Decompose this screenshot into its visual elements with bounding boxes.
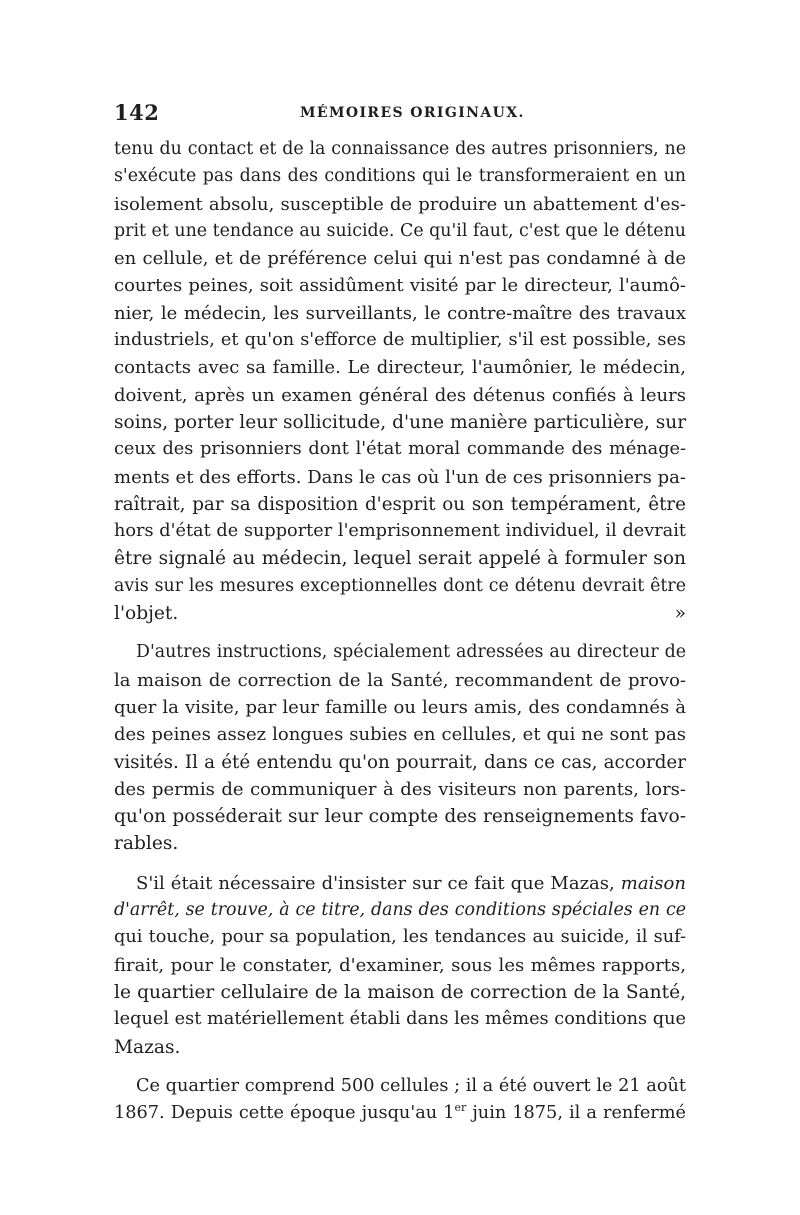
italic-term: maison: [620, 872, 686, 894]
text-line: D'autres instructions, spécialement adressées au directeur de: [136, 642, 686, 663]
text-line: avis sur les mesures exceptionnelles dont ce détenu devrait être: [114, 575, 686, 596]
text-line: [114, 1100, 686, 1127]
text-line: s'exécute pas dans des conditions qui le transformeraient en un: [114, 166, 686, 187]
text-line: lequel est matériellement établi dans les mêmes conditions que: [114, 1009, 686, 1030]
text-line: prit et une tendance au suicide. Ce qu'il faut, c'est que le détenu: [114, 220, 686, 241]
page-number: 142: [114, 100, 160, 125]
text-line: soins, porter leur sollicitude, d'une manière particulière, sur: [114, 411, 687, 433]
text-line: [114, 897, 686, 924]
paragraph-spacer: [114, 627, 686, 639]
text-line: ments et des efforts. Dans le cas où l'un de ces prisonniers pa-: [114, 466, 686, 488]
text-line: rables.: [114, 833, 179, 855]
text-line: la maison de correction de la Santé, recommandent de provo-: [114, 669, 686, 691]
text-line: qu'on posséderait sur leur compte des renseignements favo-: [114, 806, 686, 828]
text-line: des peines assez longues subies en cellules, et qui ne sont pas: [114, 724, 686, 746]
text-line: hors d'état de supporter l'emprisonnement individuel, il devrait: [114, 521, 686, 542]
paragraph-4: [114, 1073, 686, 1128]
text-line: isolement absolu, susceptible de produire un abattement d'es-: [114, 193, 686, 215]
text-line: ceux des prisonniers dont l'état moral commande des ménage-: [114, 439, 686, 460]
text-line: Ce quartier comprend 500 cellules ; il a été ouvert le 21 août: [136, 1075, 686, 1096]
text-line: être signalé au médecin, lequel serait appelé à formuler son: [114, 548, 686, 570]
text-line: tenu du contact et de la connaissance des autres prisonniers, ne: [114, 139, 686, 159]
text-line: doivent, après un examen général des détenus confiés à leurs: [114, 384, 686, 406]
text-line: des permis de communiquer à des visiteurs non parents, lors-: [114, 778, 686, 800]
paragraph-spacer: [114, 1061, 686, 1073]
paragraph-2: [114, 639, 686, 857]
text-line: nier, le médecin, les surveillants, le contre-maître des travaux: [114, 302, 686, 324]
text-line: courtes peines, soit assidûment visité par le directeur, l'aumô-: [114, 275, 686, 297]
text-line: quer la visite, par leur famille ou leurs amis, des condamnés à: [114, 696, 686, 718]
text-run: juin 1875, il a renfermé: [472, 1103, 687, 1124]
italic-term: d'arrêt, se trouve, à ce titre, dans des conditions spéciales en ce: [114, 900, 686, 921]
body-text: [114, 136, 686, 1127]
paragraph-spacer: [114, 858, 686, 870]
text-run: S'il était nécessaire d'insister sur ce fait que Mazas,: [136, 872, 615, 894]
paragraph-1: [114, 136, 686, 627]
text-line: en cellule, et de préférence celui qui n'est pas condamné à de: [114, 248, 686, 270]
text-line: [114, 870, 686, 897]
superscript-er: er: [454, 1101, 467, 1115]
text-run: 1867. Depuis cette époque jusqu'au 1: [114, 1103, 455, 1124]
paragraph-3: [114, 870, 686, 1061]
text-line: qui touche, pour sa population, les tendances au suicide, il suf-: [114, 927, 686, 948]
text-line: raîtrait, par sa disposition d'esprit ou son tempérament, être: [114, 493, 686, 515]
text-line: industriels, et qu'on s'efforce de multiplier, s'il est possible, ses: [114, 330, 686, 351]
text-line: firait, pour le constater, d'examiner, sous les mêmes rapports,: [114, 954, 686, 976]
text-line: visités. Il a été entendu qu'on pourrait, dans ce cas, accorder: [114, 751, 686, 773]
text-line: le quartier cellulaire de la maison de correction de la Santé,: [114, 981, 686, 1003]
text-line: Mazas.: [114, 1036, 181, 1058]
text-line: l'objet. »: [114, 603, 686, 625]
running-head: [114, 100, 686, 128]
running-title: MÉMOIRES ORIGINAUX.: [300, 105, 525, 121]
text-line: contacts avec sa famille. Le directeur, l'aumônier, le médecin,: [114, 357, 686, 379]
